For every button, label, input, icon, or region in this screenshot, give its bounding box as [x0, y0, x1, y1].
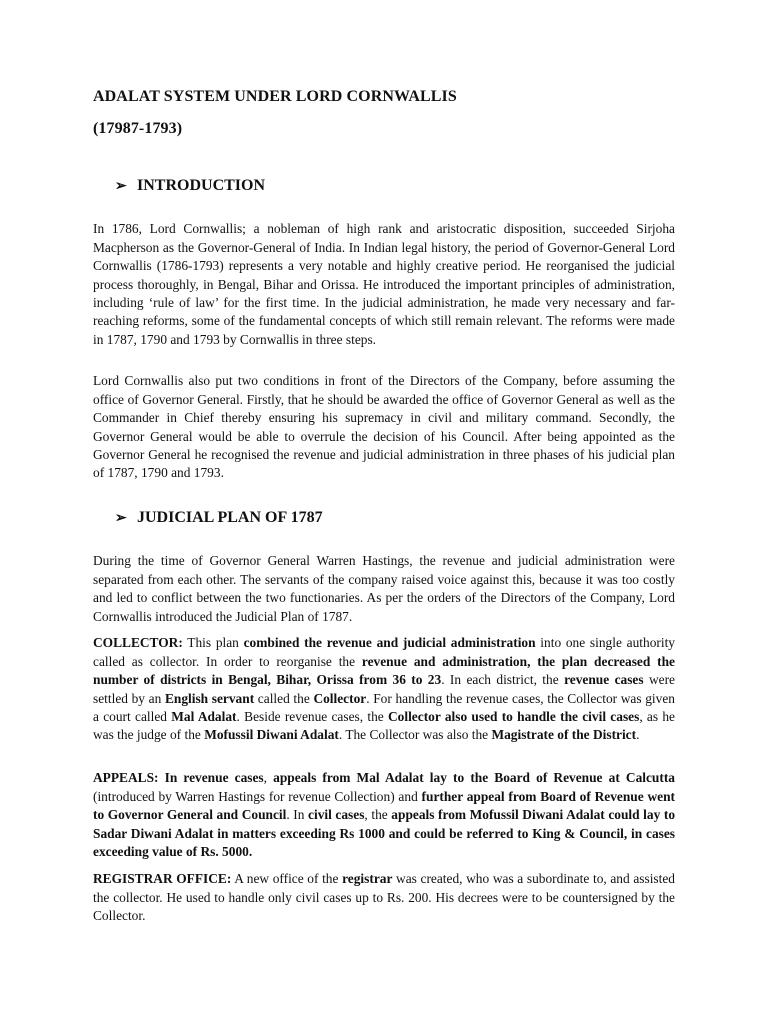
- text-run: (introduced by Warren Hastings for revenue Collection) and: [93, 788, 422, 804]
- bold-run: combined the revenue and judicial administration: [243, 635, 536, 651]
- text-run: .: [636, 727, 640, 743]
- text-run: . The Collector was also the: [338, 727, 492, 743]
- bold-run: revenue cases: [564, 672, 644, 688]
- arrow-bullet-icon: ➢: [115, 511, 127, 526]
- paragraph-appeals: [93, 769, 675, 861]
- paragraph-judicial-plan: During the time of Governor General Warren Hastings, the revenue and judicial administration were separated from each other. The servants of the company raised voice against this, because it was too costly and led to conflict between the two functionaries. As per the orders of the Directors of the Company, Lord Cornwallis introduced the Judicial Plan of 1787.: [93, 553, 675, 624]
- text-run: into one single authority called as collector. In order to reorganise the: [93, 635, 675, 669]
- heading-text: INTRODUCTION: [137, 177, 266, 194]
- bold-run: REGISTRAR OFFICE:: [93, 871, 232, 887]
- paragraph-collector: [93, 634, 675, 744]
- document-title: ADALAT SYSTEM UNDER LORD CORNWALLIS: [93, 88, 457, 105]
- heading-text: JUDICIAL PLAN OF 1787: [137, 509, 323, 526]
- text-run: , the: [364, 807, 392, 823]
- bold-run: Collector also used to handle the civil cases: [388, 709, 640, 725]
- paragraph-introduction-1: In 1786, Lord Cornwallis; a nobleman of high rank and aristocratic disposition, succeeded Sirjoha Macpherson as the Governor-General of India. In Indian legal history, the period of Governor-General Lord Cornwallis (1786-1793) represents a very notable and highly creative period. He reorganised the judicial process thoroughly, in Bengal, Bihar and Orissa. He introduced the important principles of administration, including ‘rule of law’ for the first time. In the judicial administration, he made very necessary and far-reaching reforms, some of the fundamental concepts of which still remain relevant. The reforms were made in 1787, 1790 and 1793 by Cornwallis in three steps.: [93, 221, 675, 347]
- bold-run: registrar: [342, 871, 393, 887]
- text-run: . In each district, the: [441, 672, 565, 688]
- paragraph-introduction-2: Lord Cornwallis also put two conditions in front of the Directors of the Company, before assuming the office of Governor General. Firstly, that he should be awarded the office of Governor General as well as the Commander in Chief thereby ensuring his supremacy in civil and military command. Secondly, the Governor General would be able to overrule the decision of his Council. After being appointed as the Governor General he recognised the revenue and judicial administration in three phases of his judicial plan of 1787, 1790 and 1793.: [93, 373, 675, 481]
- bold-run: English servant: [164, 690, 255, 706]
- arrow-bullet-icon: ➢: [115, 179, 127, 194]
- text-run: This plan: [182, 635, 244, 651]
- text-run: was created, who was a subordinate to, and assisted the collector. He used to handle only civil cases up to Rs. 200. His decrees were to be countersigned by the Collector.: [93, 871, 675, 924]
- text-run: called the: [254, 690, 314, 706]
- bold-run: In revenue cases: [164, 770, 264, 786]
- paragraph-registrar-office: [93, 870, 675, 925]
- text-run: A new office of the: [231, 871, 343, 887]
- bold-run: appeals from Mofussil Diwani Adalat could lay to Sadar Diwani Adalat in matters exceeding Rs 1000 and could be referred to King & Council, in cases exceeding value of Rs. 5000.: [93, 807, 676, 860]
- bold-run: COLLECTOR:: [93, 635, 183, 651]
- bold-run: civil cases: [308, 807, 365, 823]
- text-run: were settled by an: [93, 672, 675, 706]
- document-subtitle-years: (17987-1793): [93, 120, 183, 137]
- bold-run: Mal Adalat: [171, 709, 237, 725]
- bold-run: further appeal from Board of Revenue went to Governor General and Council: [93, 788, 675, 823]
- section-heading-introduction: [115, 177, 265, 195]
- bold-run: appeals from Mal Adalat lay to the Board of Revenue at Calcutta: [273, 770, 675, 786]
- bold-run: Mofussil Diwani Adalat: [204, 727, 339, 743]
- text-run: , as he was the judge of the: [93, 709, 675, 743]
- text-run: . Beside revenue cases, the: [236, 709, 388, 725]
- text-run: ,: [263, 770, 274, 786]
- section-heading-judicial-plan: [115, 509, 323, 527]
- bold-run: APPEALS:: [93, 770, 159, 786]
- text-run: . In: [286, 807, 309, 823]
- bold-run: Magistrate of the District: [491, 727, 637, 743]
- bold-run: revenue and administration, the plan decreased the number of districts in Bengal, Bihar, Orissa from 36 to 23: [93, 653, 676, 688]
- text-run: . For handling the revenue cases, the Collector was given a court called: [93, 690, 675, 725]
- bold-run: Collector: [313, 690, 367, 706]
